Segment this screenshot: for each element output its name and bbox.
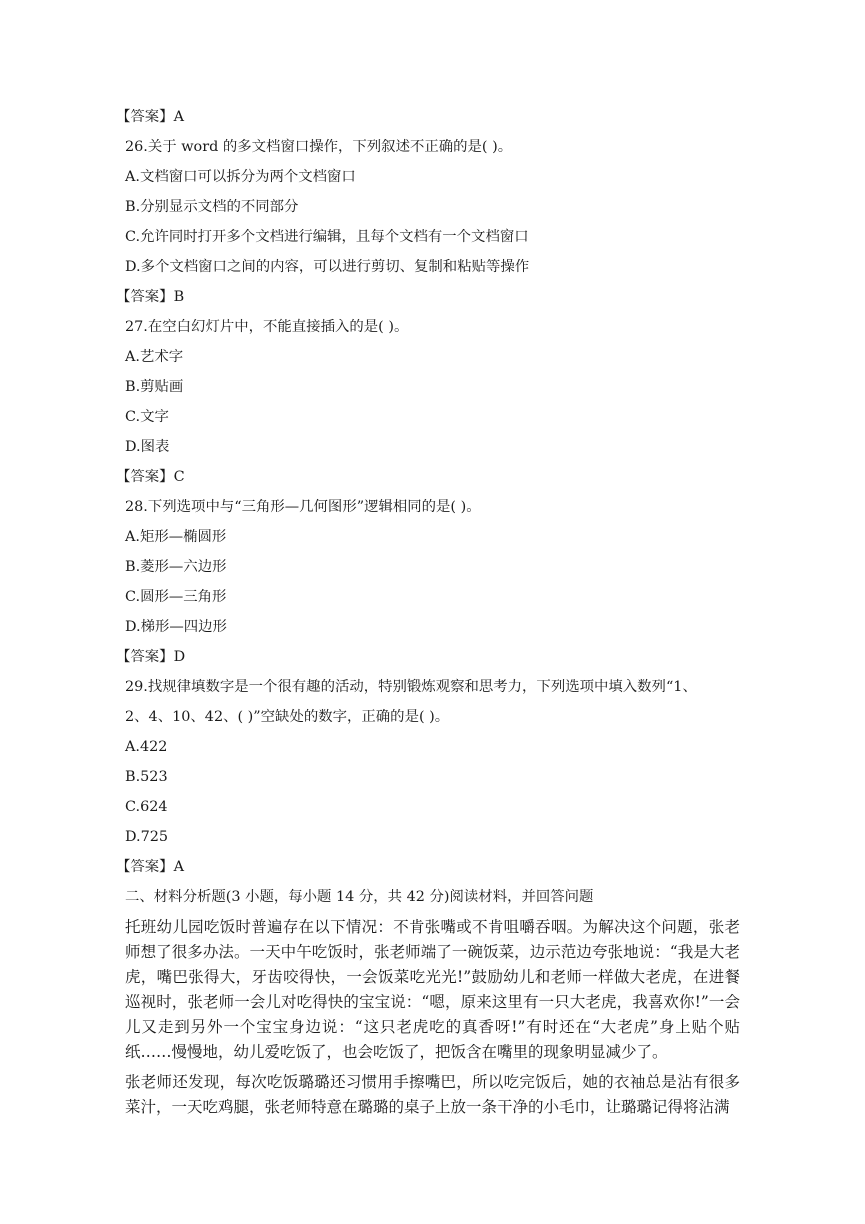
- option-line: B.523: [125, 769, 168, 785]
- answer-line: 【答案】A: [116, 109, 184, 125]
- option-line: C.文字: [125, 409, 169, 425]
- option-line: D.图表: [125, 439, 170, 455]
- section-heading: 二、材料分析题(3 小题，每小题 14 分，共 42 分)阅读材料，并回答问题: [125, 889, 594, 905]
- option-line: C.圆形—三角形: [125, 589, 227, 605]
- answer-line: 【答案】C: [116, 469, 185, 485]
- option-line: D.多个文档窗口之间的内容，可以进行剪切、复制和粘贴等操作: [125, 259, 530, 275]
- option-line: B.分别显示文档的不同部分: [125, 199, 299, 215]
- answer-line: 【答案】A: [116, 859, 184, 875]
- question-line: 28.下列选项中与“三角形—几何图形”逻辑相同的是( )。: [125, 499, 481, 515]
- option-line: D.梯形—四边形: [125, 619, 227, 635]
- option-line: A.艺术字: [125, 349, 184, 365]
- question-line: 2、4、10、42、( )”空缺处的数字，正确的是( )。: [125, 709, 450, 725]
- material-paragraph-1: 托班幼儿园吃饭时普遍存在以下情况：不肯张嘴或不肯咀嚼吞咽。为解决这个问题，张老师想了很多办法。一天中午吃饭时，张老师端了一碗饭菜，边示范边夸张地说：“我是大老虎，嘴巴张得大，牙齿咬得快，一会饭菜吃光光!”鼓励幼儿和老师一样做大老虎，在进餐巡视时，张老师一会儿对吃得快的宝宝说：“嗯，原来这里有一只大老虎，我喜欢你!”一会儿又走到另外一个宝宝身边说：“这只老虎吃的真香呀!”有时还在“大老虎”身上贴个贴纸……慢慢地，幼儿爱吃饭了，也会吃饭了，把饭含在嘴里的现象明显减少了。: [125, 918, 740, 1061]
- option-line: D.725: [125, 829, 169, 845]
- option-line: A.422: [125, 739, 168, 755]
- option-line: A.文档窗口可以拆分为两个文档窗口: [125, 169, 356, 185]
- answer-line: 【答案】D: [116, 649, 186, 665]
- question-list: [116, 102, 740, 912]
- question-line: 26.关于 word 的多文档窗口操作，下列叙述不正确的是( )。: [125, 139, 513, 155]
- option-line: A.矩形—椭圆形: [125, 529, 227, 545]
- option-line: B.剪贴画: [125, 379, 184, 395]
- question-line: 27.在空白幻灯片中，不能直接插入的是( )。: [125, 319, 409, 335]
- answer-line: 【答案】B: [116, 289, 185, 305]
- option-line: C.624: [125, 799, 168, 815]
- option-line: B.菱形—六边形: [125, 559, 227, 575]
- question-line: 29.找规律填数字是一个很有趣的活动，特别锻炼观察和思考力，下列选项中填入数列“1、: [125, 679, 697, 695]
- material-paragraph-2: 张老师还发现，每次吃饭璐璐还习惯用手擦嘴巴，所以吃完饭后，她的衣袖总是沾有很多菜汁，一天吃鸡腿，张老师特意在璐璐的桌子上放一条干净的小毛巾，让璐璐记得将沾满: [125, 1073, 740, 1116]
- option-line: C.允许同时打开多个文档进行编辑，且每个文档有一个文档窗口: [125, 229, 529, 245]
